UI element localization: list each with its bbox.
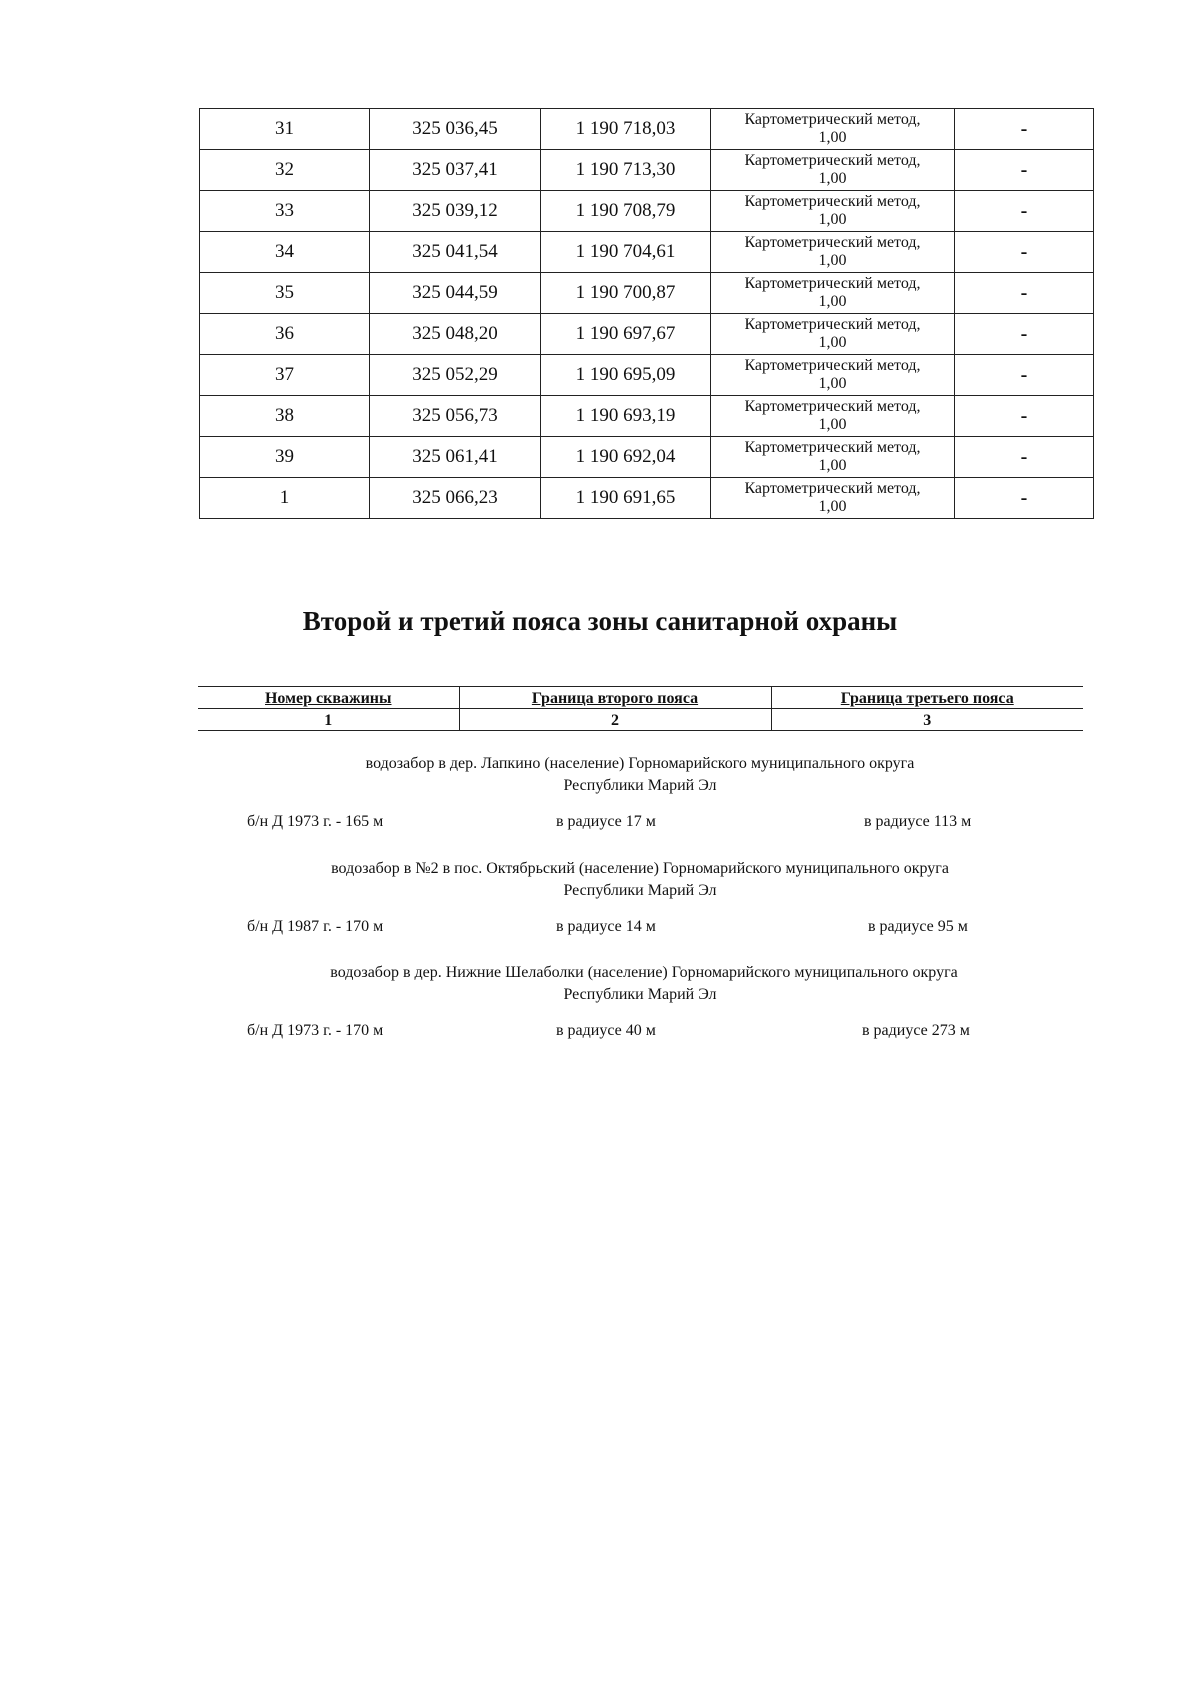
point-number-cell: 33: [200, 191, 370, 232]
table-row: [200, 109, 1094, 150]
intake-title-line2: Республики Марий Эл: [563, 986, 717, 1003]
intake-title-line1: водозабор в дер. Нижние Шелаболки (население) Горномарийского муниципального округа: [330, 964, 958, 981]
method-name: Картометрический метод,: [744, 316, 921, 333]
x-coordinate-cell: 325 066,23: [370, 478, 541, 519]
point-number-cell: 35: [200, 273, 370, 314]
point-number-cell: 39: [200, 437, 370, 478]
table-row: [200, 396, 1094, 437]
method-name: Картометрический метод,: [744, 439, 921, 456]
belts-table: [198, 686, 1083, 731]
note-cell: -: [955, 396, 1094, 437]
table-row: [200, 437, 1094, 478]
x-coordinate-cell: 325 036,45: [370, 109, 541, 150]
point-number-cell: 34: [200, 232, 370, 273]
method-cell: [711, 232, 955, 273]
coordinates-table-body: [200, 109, 1094, 519]
x-coordinate-cell: 325 041,54: [370, 232, 541, 273]
method-accuracy: 1,00: [818, 457, 847, 474]
method-name: Картометрический метод,: [744, 357, 921, 374]
third-belt-value: в радиусе 113 м: [864, 813, 972, 830]
point-number-cell: 36: [200, 314, 370, 355]
intake-row: [0, 918, 1200, 940]
table-row: [200, 191, 1094, 232]
intake-title-line2: Республики Марий Эл: [563, 777, 717, 794]
table-row: [200, 232, 1094, 273]
second-belt-value: в радиусе 17 м: [556, 813, 656, 830]
method-accuracy: 1,00: [818, 211, 847, 228]
note-cell: -: [955, 437, 1094, 478]
method-cell: [711, 396, 955, 437]
note-cell: -: [955, 314, 1094, 355]
method-accuracy: 1,00: [818, 498, 847, 515]
method-cell: [711, 150, 955, 191]
section-title: Второй и третий пояса зоны санитарной охраны: [302, 606, 898, 636]
intake-oktyabrsky: [0, 858, 1200, 940]
intake-nizhnie-shelabolki: [0, 962, 1200, 1044]
belts-header-row: [198, 687, 1083, 709]
third-belt-value: в радиусе 95 м: [868, 918, 968, 935]
x-coordinate-cell: 325 052,29: [370, 355, 541, 396]
y-coordinate-cell: 1 190 704,61: [541, 232, 711, 273]
table-row: [200, 314, 1094, 355]
method-name: Картометрический метод,: [744, 275, 921, 292]
method-name: Картометрический метод,: [744, 398, 921, 415]
table-row: [200, 355, 1094, 396]
intake-row: [0, 813, 1200, 835]
x-coordinate-cell: 325 056,73: [370, 396, 541, 437]
point-number-cell: 38: [200, 396, 370, 437]
method-cell: [711, 273, 955, 314]
point-number-cell: 32: [200, 150, 370, 191]
intake-lapkino: [0, 753, 1200, 835]
method-cell: [711, 478, 955, 519]
header-third-belt: Граница третьего пояса: [771, 687, 1083, 709]
method-accuracy: 1,00: [818, 129, 847, 146]
method-cell: [711, 355, 955, 396]
note-cell: -: [955, 150, 1094, 191]
method-cell: [711, 109, 955, 150]
header-well-number: Номер скважины: [198, 687, 459, 709]
intake-title-line1: водозабор в №2 в пос. Октябрьский (население) Горномарийского муниципального округа: [331, 860, 949, 877]
method-cell: [711, 314, 955, 355]
method-accuracy: 1,00: [818, 170, 847, 187]
table-row: [200, 273, 1094, 314]
intake-title-line1: водозабор в дер. Лапкино (население) Горномарийского муниципального округа: [365, 755, 915, 772]
coordinates-table: [199, 108, 1094, 519]
column-number-1: 1: [198, 709, 459, 731]
note-cell: -: [955, 232, 1094, 273]
intake-row: [0, 1022, 1200, 1044]
well-number: б/н Д 1973 г. - 165 м: [247, 813, 384, 830]
third-belt-value: в радиусе 273 м: [862, 1022, 970, 1039]
y-coordinate-cell: 1 190 700,87: [541, 273, 711, 314]
note-cell: -: [955, 478, 1094, 519]
y-coordinate-cell: 1 190 692,04: [541, 437, 711, 478]
y-coordinate-cell: 1 190 697,67: [541, 314, 711, 355]
method-accuracy: 1,00: [818, 416, 847, 433]
x-coordinate-cell: 325 044,59: [370, 273, 541, 314]
y-coordinate-cell: 1 190 691,65: [541, 478, 711, 519]
method-name: Картометрический метод,: [744, 234, 921, 251]
note-cell: -: [955, 273, 1094, 314]
method-name: Картометрический метод,: [744, 152, 921, 169]
point-number-cell: 1: [200, 478, 370, 519]
note-cell: -: [955, 109, 1094, 150]
note-cell: -: [955, 355, 1094, 396]
method-accuracy: 1,00: [818, 252, 847, 269]
belts-number-row: [198, 709, 1083, 731]
method-name: Картометрический метод,: [744, 111, 921, 128]
column-number-2: 2: [459, 709, 771, 731]
y-coordinate-cell: 1 190 693,19: [541, 396, 711, 437]
y-coordinate-cell: 1 190 718,03: [541, 109, 711, 150]
second-belt-value: в радиусе 14 м: [556, 918, 656, 935]
method-accuracy: 1,00: [818, 334, 847, 351]
x-coordinate-cell: 325 039,12: [370, 191, 541, 232]
x-coordinate-cell: 325 061,41: [370, 437, 541, 478]
well-number: б/н Д 1973 г. - 170 м: [247, 1022, 384, 1039]
method-name: Картометрический метод,: [744, 193, 921, 210]
y-coordinate-cell: 1 190 713,30: [541, 150, 711, 191]
note-cell: -: [955, 191, 1094, 232]
y-coordinate-cell: 1 190 695,09: [541, 355, 711, 396]
header-second-belt: Граница второго пояса: [459, 687, 771, 709]
x-coordinate-cell: 325 048,20: [370, 314, 541, 355]
method-cell: [711, 191, 955, 232]
y-coordinate-cell: 1 190 708,79: [541, 191, 711, 232]
point-number-cell: 31: [200, 109, 370, 150]
well-number: б/н Д 1987 г. - 170 м: [247, 918, 384, 935]
table-row: [200, 150, 1094, 191]
column-number-3: 3: [771, 709, 1083, 731]
method-accuracy: 1,00: [818, 375, 847, 392]
method-accuracy: 1,00: [818, 293, 847, 310]
second-belt-value: в радиусе 40 м: [556, 1022, 656, 1039]
method-cell: [711, 437, 955, 478]
table-row: [200, 478, 1094, 519]
point-number-cell: 37: [200, 355, 370, 396]
intake-title-line2: Республики Марий Эл: [563, 882, 717, 899]
method-name: Картометрический метод,: [744, 480, 921, 497]
x-coordinate-cell: 325 037,41: [370, 150, 541, 191]
